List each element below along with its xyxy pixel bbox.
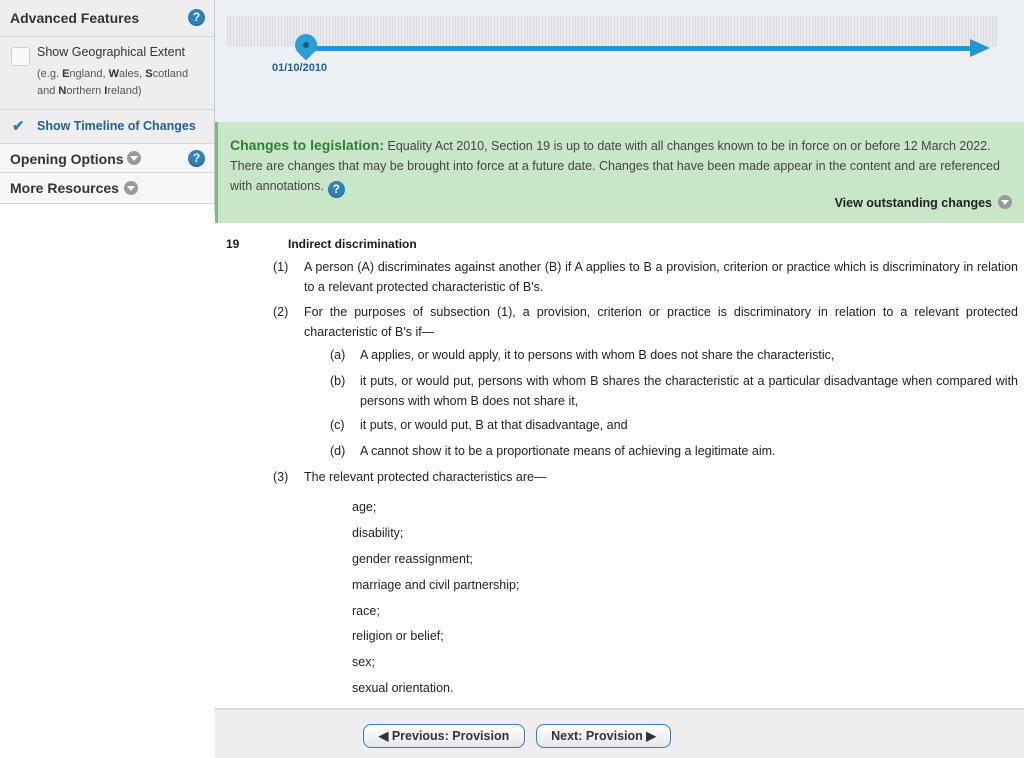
geo-extent-label[interactable]: Show Geographical Extent: [37, 45, 186, 59]
chevron-down-icon[interactable]: [127, 151, 141, 165]
help-icon[interactable]: ?: [188, 9, 205, 26]
subsection-number: (3): [273, 470, 289, 484]
advanced-features-header[interactable]: [0, 0, 214, 37]
timeline-option[interactable]: [0, 110, 214, 144]
paragraph-text: A applies, or would apply, it to persons with whom B does not share the characteristic,: [360, 348, 835, 362]
subsection-text: For the purposes of subsection (1), a provision, criterion or practice is discriminatory in relation to a relevant protected characteristic of B's if—: [304, 305, 1018, 339]
section-title: Indirect discrimination: [288, 237, 417, 251]
list-item: disability;: [352, 526, 404, 540]
changes-text: Changes to legislation: Equality Act 2010, Section 19 is up to date with all changes known to be in force on or before 12 March 2022. There are changes that may be brought into force at a future date. Changes that have been made appear in the content and are referenced with annotations. ?: [230, 137, 1000, 196]
timeline-track: [227, 16, 998, 47]
list-item: age;: [352, 500, 377, 514]
timeline-panel: [215, 0, 1024, 122]
opening-options[interactable]: [0, 144, 214, 173]
paragraph-text: it puts, or would put, B at that disadvantage, and: [360, 418, 628, 432]
list-item: race;: [352, 604, 380, 618]
geo-extent-option[interactable]: [0, 37, 214, 110]
advanced-features-title: Advanced Features: [10, 10, 140, 26]
section-number: 19: [226, 237, 240, 251]
help-icon[interactable]: ?: [188, 150, 205, 167]
timeline-date[interactable]: 01/10/2010: [272, 62, 328, 74]
sidebar: [0, 0, 214, 212]
more-resources-label[interactable]: More Resources: [10, 180, 119, 196]
list-item: gender reassignment;: [352, 552, 473, 566]
geo-extent-hint: (e.g. England, Wales, Scotland and Northern Ireland): [37, 68, 189, 97]
provision-navigation: [215, 708, 1024, 758]
chevron-down-icon[interactable]: [998, 195, 1012, 209]
next-provision-button[interactable]: Next: Provision ▶: [536, 724, 671, 748]
list-item: sex;: [352, 655, 375, 669]
timeline-bar: [303, 46, 971, 51]
list-item: marriage and civil partnership;: [352, 578, 520, 592]
paragraph-number: (c): [330, 418, 345, 432]
subsection-number: (2): [273, 305, 289, 319]
view-outstanding-changes[interactable]: View outstanding changes: [835, 195, 1012, 210]
subsection-text: A person (A) discriminates against another (B) if A applies to B a provision, criterion or practice which is discriminatory in relation to a relevant protected characteristic of B's.: [304, 260, 1018, 294]
paragraph-number: (b): [330, 374, 346, 388]
arrow-right-icon: [970, 39, 990, 57]
changes-heading: Changes to legislation:: [230, 137, 385, 153]
more-resources[interactable]: [0, 173, 214, 204]
subsection-text: The relevant protected characteristics are—: [304, 470, 547, 484]
timeline-pin-icon[interactable]: [290, 29, 321, 60]
checkmark-icon[interactable]: ✔: [12, 118, 25, 135]
paragraph-text: A cannot show it to be a proportionate means of achieving a legitimate aim.: [360, 444, 776, 458]
previous-provision-button[interactable]: ◀ Previous: Provision: [363, 724, 525, 748]
chevron-down-icon[interactable]: [124, 181, 138, 195]
paragraph-text: it puts, or would put, persons with whom B shares the characteristic at a particular disadvantage when compared with persons with whom B does not share it,: [360, 374, 1018, 408]
changes-to-legislation: [215, 122, 1024, 223]
list-item: sexual orientation.: [352, 681, 454, 695]
geo-extent-checkbox[interactable]: [11, 47, 30, 66]
paragraph-number: (a): [330, 348, 346, 362]
subsection-number: (1): [273, 260, 289, 274]
opening-options-label[interactable]: Opening Options: [10, 151, 124, 167]
timeline-label[interactable]: Show Timeline of Changes: [37, 119, 196, 133]
help-icon[interactable]: ?: [328, 181, 345, 198]
paragraph-number: (d): [330, 444, 346, 458]
list-item: religion or belief;: [352, 629, 444, 643]
